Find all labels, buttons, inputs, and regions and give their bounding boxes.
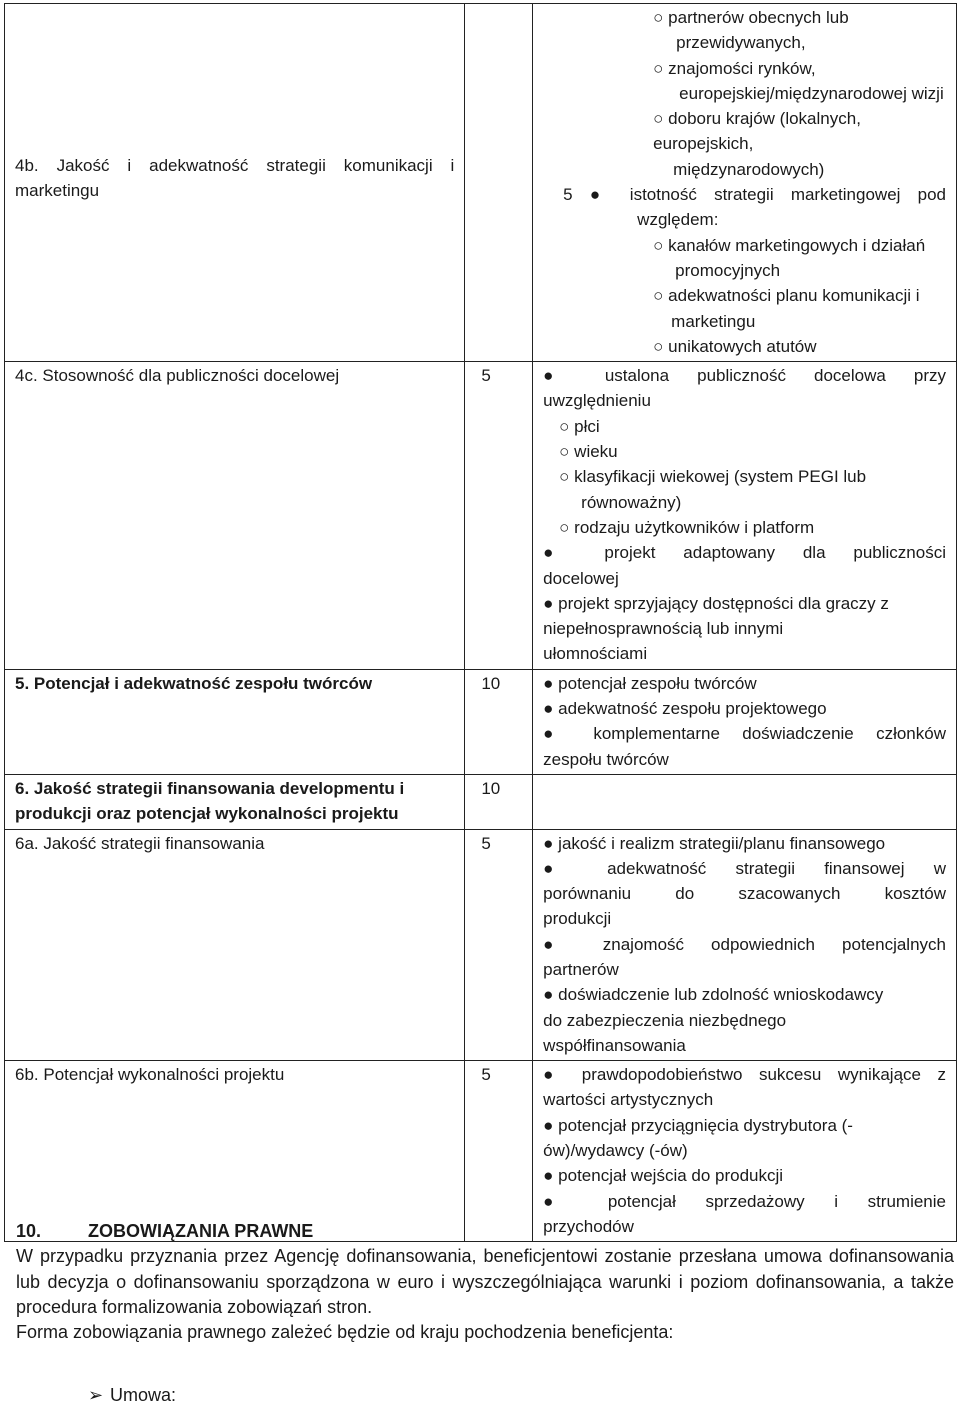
list-item: ● znajomość odpowiednich potencjalnych (543, 934, 946, 954)
points-value: 10 (465, 669, 533, 774)
list-item: partnerów (543, 959, 619, 979)
description-cell (533, 829, 957, 1061)
list-item: ● ustalona publiczność docelowa przy (543, 366, 946, 386)
list-item: przewidywanych, (676, 33, 806, 53)
criterion-label: 4c. Stosowność dla publiczności docelowej (5, 362, 465, 670)
list-item: ● potencjał zespołu twórców (543, 673, 757, 693)
list-item: wartości artystycznych (543, 1090, 714, 1110)
list-item: ○ płci (559, 416, 600, 436)
list-item: ○ kanałów marketingowych i działań (653, 235, 926, 255)
list-item: ○ rodzaju użytkowników i platform (559, 517, 815, 537)
list-item: ○ znajomości rynków, (653, 58, 816, 78)
list-item: ● jakość i realizm strategii/planu finansowego (543, 833, 886, 853)
section-number: 10. (16, 1221, 42, 1241)
list-item: docelowej (543, 568, 619, 588)
table-row (5, 669, 957, 774)
criterion-label: 6. Jakość strategii finansowania developmentu i produkcji oraz potencjał wykonalności projektu (5, 774, 465, 829)
list-item: ● projekt adaptowany dla publiczności (543, 543, 946, 563)
list-item: ● potencjał sprzedażowy i strumienie (543, 1191, 946, 1211)
points-value: 5 (465, 829, 533, 1061)
criterion-label: 5. Potencjał i adekwatność zespołu twórców (5, 669, 465, 774)
section-title: ZOBOWIĄZANIA PRAWNE (88, 1221, 314, 1241)
list-item: ○ adekwatności planu komunikacji i (653, 286, 920, 306)
list-item: ● prawdopodobieństwo sukcesu wynikające z (543, 1065, 946, 1085)
points-value: 5 (465, 362, 533, 670)
list-item: ● komplementarne doświadczenie członków (543, 724, 946, 744)
list-item: ów)/wydawcy (-ów) (543, 1141, 688, 1161)
criterion-label: 4b. Jakość i adekwatność strategii komunikacji i (15, 156, 455, 175)
list-item: ● potencjał wejścia do produkcji (543, 1166, 784, 1186)
list-item: ○ klasyfikacji wiekowej (system PEGI lub (559, 467, 867, 487)
criterion-cell (5, 4, 465, 362)
list-item: ● doświadczenie lub zdolność wnioskodawcy (543, 985, 884, 1005)
list-item: 5 ● istotność strategii marketingowej pod (563, 185, 946, 205)
points-cell (465, 4, 533, 362)
section-heading (16, 1219, 954, 1244)
description-cell (533, 4, 957, 362)
list-item: ułomnościami (543, 644, 648, 664)
description-cell (533, 362, 957, 670)
list-item: marketingu (671, 311, 756, 331)
points-value: 10 (465, 774, 533, 829)
list-item: przychodów (543, 1216, 634, 1236)
list-item: uwzględnieniu (543, 391, 651, 411)
arrow-bullet-icon: ➢ (88, 1385, 104, 1405)
table-row (5, 829, 957, 1061)
list-item: ● adekwatność zespołu projektowego (543, 699, 827, 719)
list-item: ● potencjał przyciągnięcia dystrybutora (- (543, 1115, 853, 1135)
criterion-label-cont: marketingu (15, 181, 100, 201)
list-item: ● projekt sprzyjający dostępności dla graczy z (543, 593, 889, 613)
table-row (5, 774, 957, 829)
criterion-label: 6a. Jakość strategii finansowania (5, 829, 465, 1061)
list-item (88, 1383, 176, 1408)
list-item: europejskiej/międzynarodowej wizji (679, 83, 944, 103)
list-item: porównaniu do szacowanych kosztów (543, 884, 946, 904)
list-item: ○ unikatowych atutów (653, 336, 817, 356)
description-cell (533, 1061, 957, 1242)
legal-obligations-section (16, 1219, 954, 1345)
criterion-label: 6b. Potencjał wykonalności projektu (5, 1061, 465, 1242)
list-item: względem: (637, 210, 719, 230)
section-paragraph: W przypadku przyznania przez Agencję dofinansowania, beneficjentowi zostanie przesłana umowa dofinansowania lub decyzja o dofinansowaniu sporządzona w euro i wyszczególniająca warunki i poziom dofinansowania, a także procedura formalizowania zobowiązań stron. (16, 1246, 954, 1317)
table-row (5, 4, 957, 362)
list-item: równoważny) (581, 492, 682, 512)
description-cell (533, 669, 957, 774)
description-cell (533, 774, 957, 829)
list-item: zespołu twórców (543, 749, 669, 769)
list-item: współfinansowania (543, 1035, 686, 1055)
table-row (5, 362, 957, 670)
list-item: ○ doboru krajów (lokalnych, europejskich, (653, 109, 861, 154)
list-item: ○ wieku (559, 442, 618, 462)
list-item: do zabezpieczenia niezbędnego (543, 1010, 787, 1030)
list-item: ○ partnerów obecnych lub (653, 8, 849, 27)
table-row (5, 1061, 957, 1242)
criteria-table (4, 3, 957, 1242)
list-item: ● adekwatność strategii finansowej w (543, 858, 946, 878)
list-item: produkcji (543, 909, 612, 929)
list-item: niepełnosprawnością lub innymi (543, 619, 784, 639)
list-item: promocyjnych (675, 260, 781, 280)
list-item-label: Umowa: (110, 1385, 177, 1405)
section-paragraph: Forma zobowiązania prawnego zależeć będzie od kraju pochodzenia beneficjenta: (16, 1322, 674, 1343)
list-item: międzynarodowych) (673, 159, 825, 179)
points-value: 5 (465, 1061, 533, 1242)
